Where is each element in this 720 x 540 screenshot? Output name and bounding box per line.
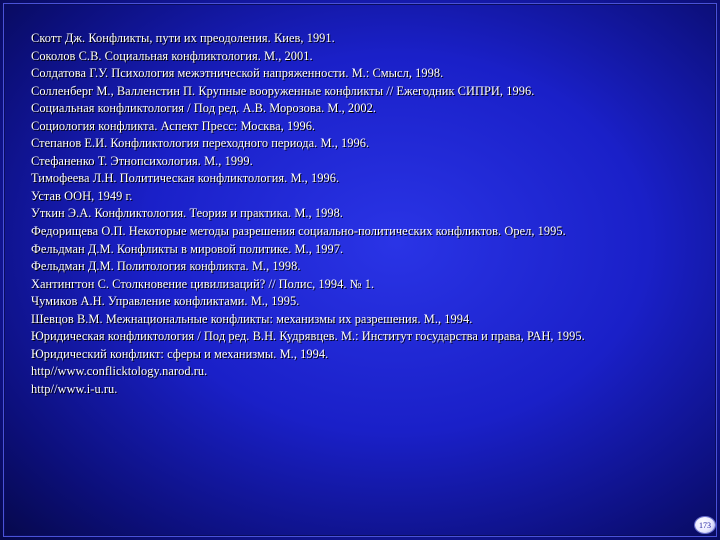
reference-item: Степанов Е.И. Конфликтология переходного периода. М., 1996.	[31, 136, 370, 151]
reference-item: Солдатова Г.У. Психология межэтнической напряженности. М.: Смысл, 1998.	[31, 66, 444, 81]
reference-item: Федорищева О.П. Некоторые методы разрешения социально-политических конфликтов. Орел, 1995.	[31, 224, 566, 239]
reference-item: Шевцов В.М. Межнациональные конфликты: механизмы их разрешения. М., 1994.	[31, 311, 473, 326]
reference-item: Устав ООН, 1949 г.	[31, 188, 133, 203]
reference-item: Тимофеева Л.Н. Политическая конфликтология. М., 1996.	[31, 171, 340, 186]
reference-item: Уткин Э.А. Конфликтология. Теория и практика. М., 1998.	[31, 206, 343, 221]
reference-item: Чумиков А.Н. Управление конфликтами. М., 1995.	[31, 294, 300, 309]
reference-item: Социальная конфликтология / Под ред. А.В. Морозова. М., 2002.	[31, 101, 377, 116]
reference-item: Скотт Дж. Конфликты, пути их преодоления. Киев, 1991.	[31, 31, 335, 45]
reference-link[interactable]: http//www.i-u.ru.	[31, 381, 118, 396]
reference-item: Юридическая конфликтология / Под ред. В.Н. Кудрявцев. М.: Институт государства и права, РАН, 1995.	[31, 329, 585, 344]
reference-item: Юридический конфликт: сферы и механизмы. М., 1994.	[31, 346, 329, 361]
reference-item: Фельдман Д.М. Конфликты в мировой политике. М., 1997.	[31, 241, 344, 256]
reference-item: Соколов С.В. Социальная конфликтология. М., 2001.	[31, 48, 313, 63]
reference-item: Фельдман Д.М. Политология конфликта. М., 1998.	[31, 259, 301, 274]
reference-list	[31, 30, 701, 398]
reference-link[interactable]: http//www.conflicktology.narod.ru.	[31, 364, 208, 379]
page-number-badge: 173	[695, 517, 715, 533]
reference-item: Социология конфликта. Аспект Пресс: Москва, 1996.	[31, 118, 316, 133]
reference-item: Стефаненко Т. Этнопсихология. М., 1999.	[31, 153, 253, 168]
reference-item: Солленберг М., Валленстин П. Крупные вооруженные конфликты // Ежегодник СИПРИ, 1996.	[31, 83, 535, 98]
reference-item: Хантингтон С. Столкновение цивилизаций? // Полис, 1994. № 1.	[31, 276, 375, 291]
